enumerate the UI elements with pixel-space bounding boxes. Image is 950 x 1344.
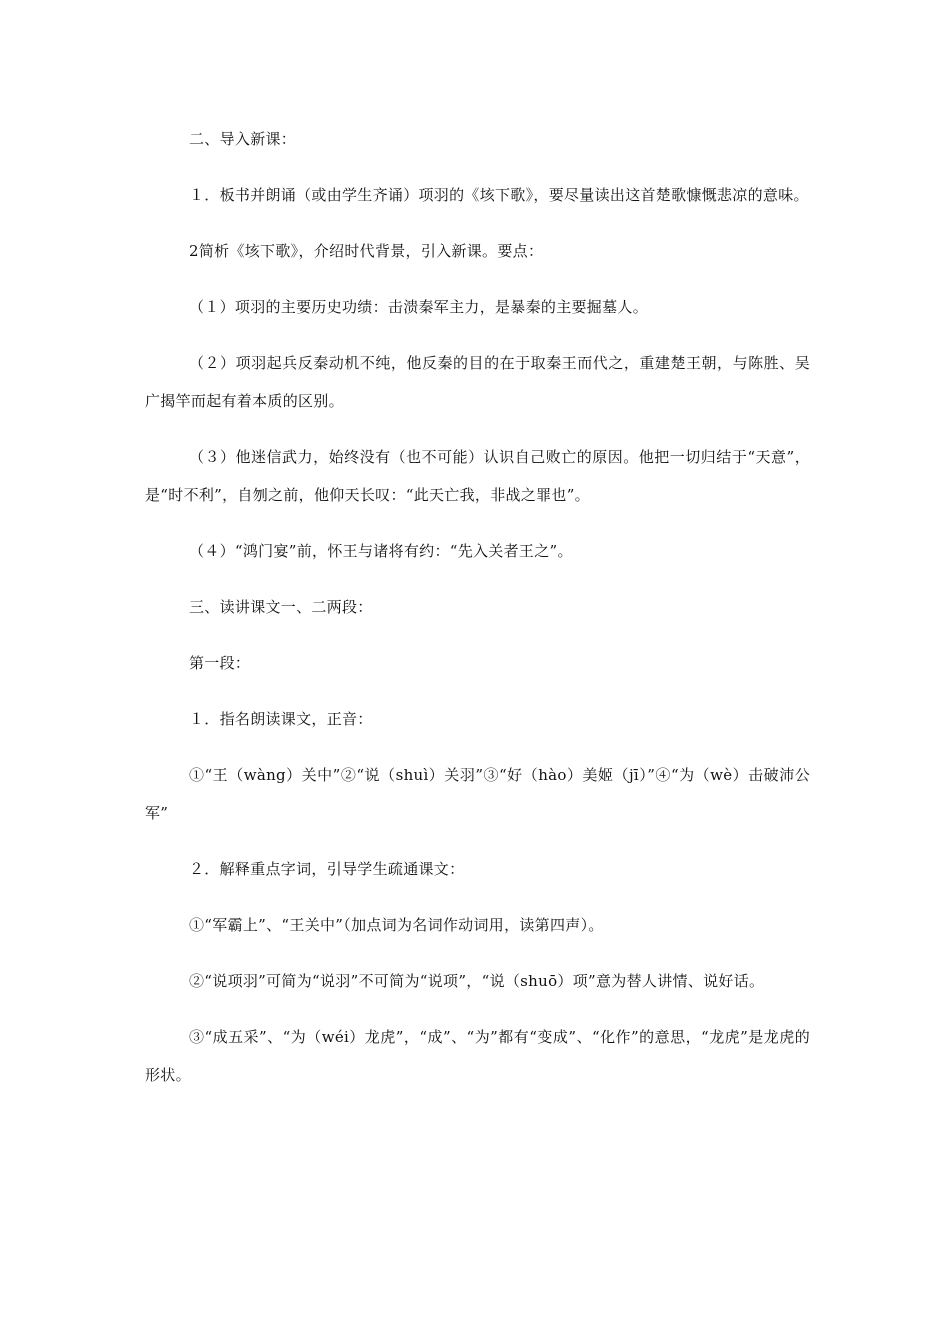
paragraph: １．指名朗读课文，正音： [189,710,373,728]
paragraph: （４）“鸿门宴”前，怀王与诸将有约：“先入关者王之”。 [189,542,573,560]
paragraph: ②“说项羽”可简为“说羽”不可简为“说项”，“说（shuō）项”意为替人讲情、说好话。 [189,972,765,990]
paragraph: ２．解释重点字词，引导学生疏通课文： [189,860,465,878]
paragraph: 2简析《垓下歌》，介绍时代背景，引入新课。要点： [189,242,544,260]
paragraph: （３）他迷信武力，始终没有（也不可能）认识自己败亡的原因。他把一切归结于“天意”，是“时不利”，自刎之前，他仰天长叹：“此天亡我，非战之罪也”。 [145,448,810,504]
paragraph: ①“军霸上”、“王关中”（加点词为名词作动词用，读第四声）。 [189,916,604,934]
document-body [145,120,810,1094]
paragraph: ③“成五采”、“为（wéi）龙虎”，“成”、“为”都有“变成”、“化作”的意思，“龙虎”是龙虎的形状。 [145,1028,810,1084]
subsection-heading: 第一段： [189,654,251,672]
section-heading-reading: 三、读讲课文一、二两段： [189,598,373,616]
paragraph: ①“王（wàng）关中”②“说（shuì）关羽”③“好（hào）美姬（jī）”④“为（wè）击破沛公军” [145,766,810,822]
paragraph: （２）项羽起兵反秦动机不纯，他反秦的目的在于取秦王而代之，重建楚王朝，与陈胜、吴广揭竿而起有着本质的区别。 [145,354,810,410]
paragraph: １．板书并朗诵（或由学生齐诵）项羽的《垓下歌》，要尽量读出这首楚歌慷慨悲凉的意味。 [189,186,809,204]
paragraph: （１）项羽的主要历史功绩：击溃秦军主力，是暴秦的主要掘墓人。 [189,298,649,316]
section-heading-intro: 二、导入新课： [189,130,297,148]
